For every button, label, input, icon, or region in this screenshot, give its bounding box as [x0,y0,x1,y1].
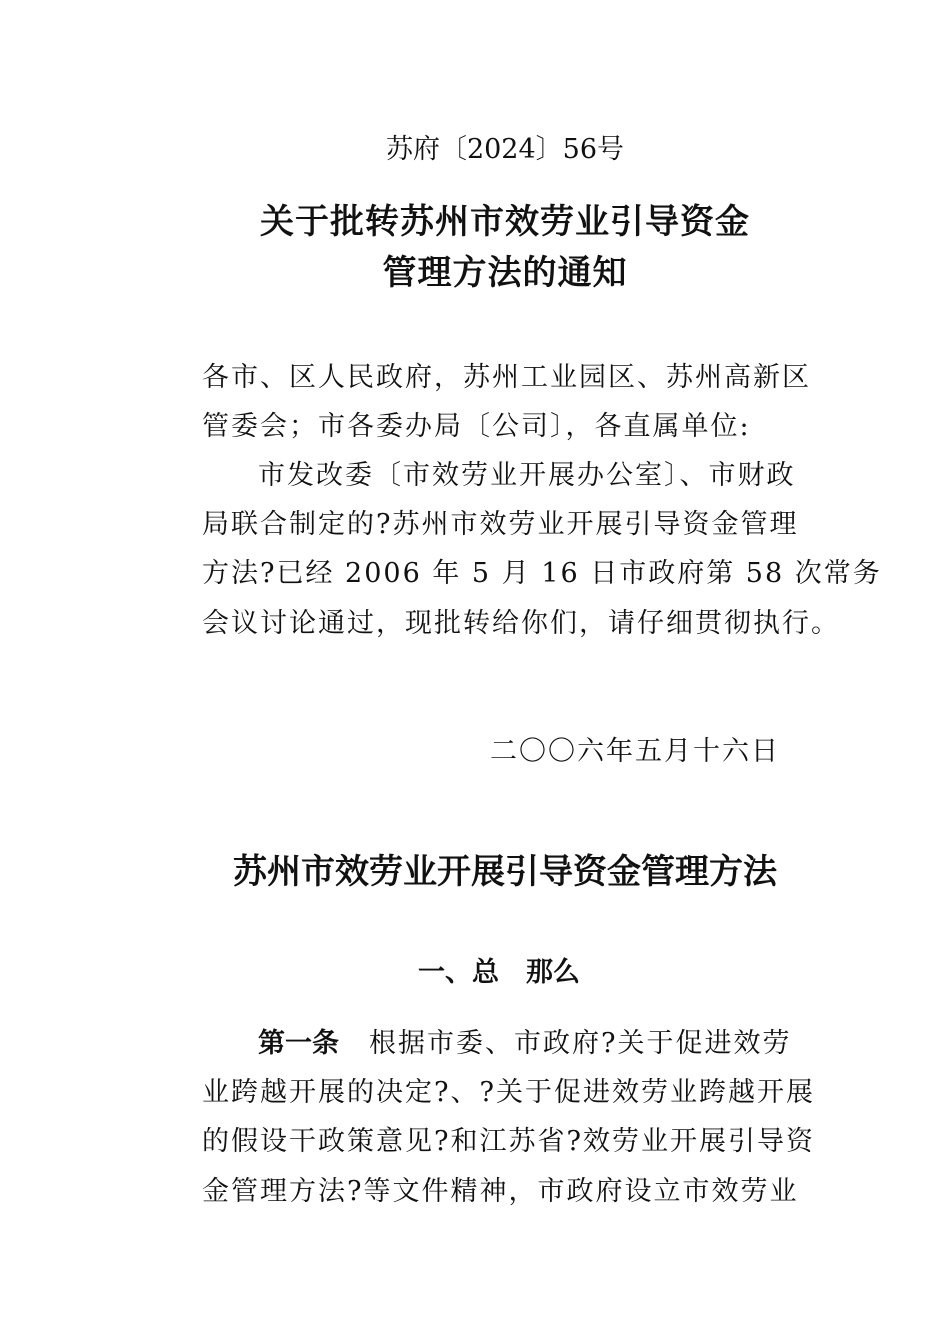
article-1-line-2: 业跨越开展的决定?、?关于促进效劳业跨越开展 [202,1077,815,1108]
article-1-text-1: 根据市委、市政府?关于促进效劳 [369,1028,792,1059]
notice-body-line-2: 局联合制定的?苏州市效劳业开展引导资金管理 [202,509,799,540]
section-heading-general: 一、总 那么 [418,957,580,988]
article-1-line-1 [258,1026,791,1062]
notice-body-line-4: 会议讨论通过，现批转给你们，请仔细贯彻执行。 [202,608,840,639]
article-1-label: 第一条 [258,1028,339,1059]
issue-date: 二〇〇六年五月十六日 [490,736,780,767]
document-title-line-2: 管理方法的通知 [382,253,628,293]
document-title-line-1: 关于批转苏州市效劳业引导资金 [260,202,750,242]
regulation-title: 苏州市效劳业开展引导资金管理方法 [233,852,777,892]
addressee-line-1: 各市、区人民政府，苏州工业园区、苏州高新区 [202,362,811,393]
notice-body-line-3: 方法?已经 2006 年 5 月 16 日市政府第 58 次常务 [202,558,882,589]
article-1-line-3: 的假设干政策意见?和江苏省?效劳业开展引导资 [202,1126,815,1157]
notice-body-line-1: 市发改委〔市效劳业开展办公室〕、市财政 [258,460,796,491]
addressee-line-2: 管委会；市各委办局〔公司〕，各直属单位: [202,411,751,442]
document-number: 苏府〔2024〕56号 [385,134,625,165]
article-1-line-4: 金管理方法?等文件精神，市政府设立市效劳业 [202,1176,799,1207]
